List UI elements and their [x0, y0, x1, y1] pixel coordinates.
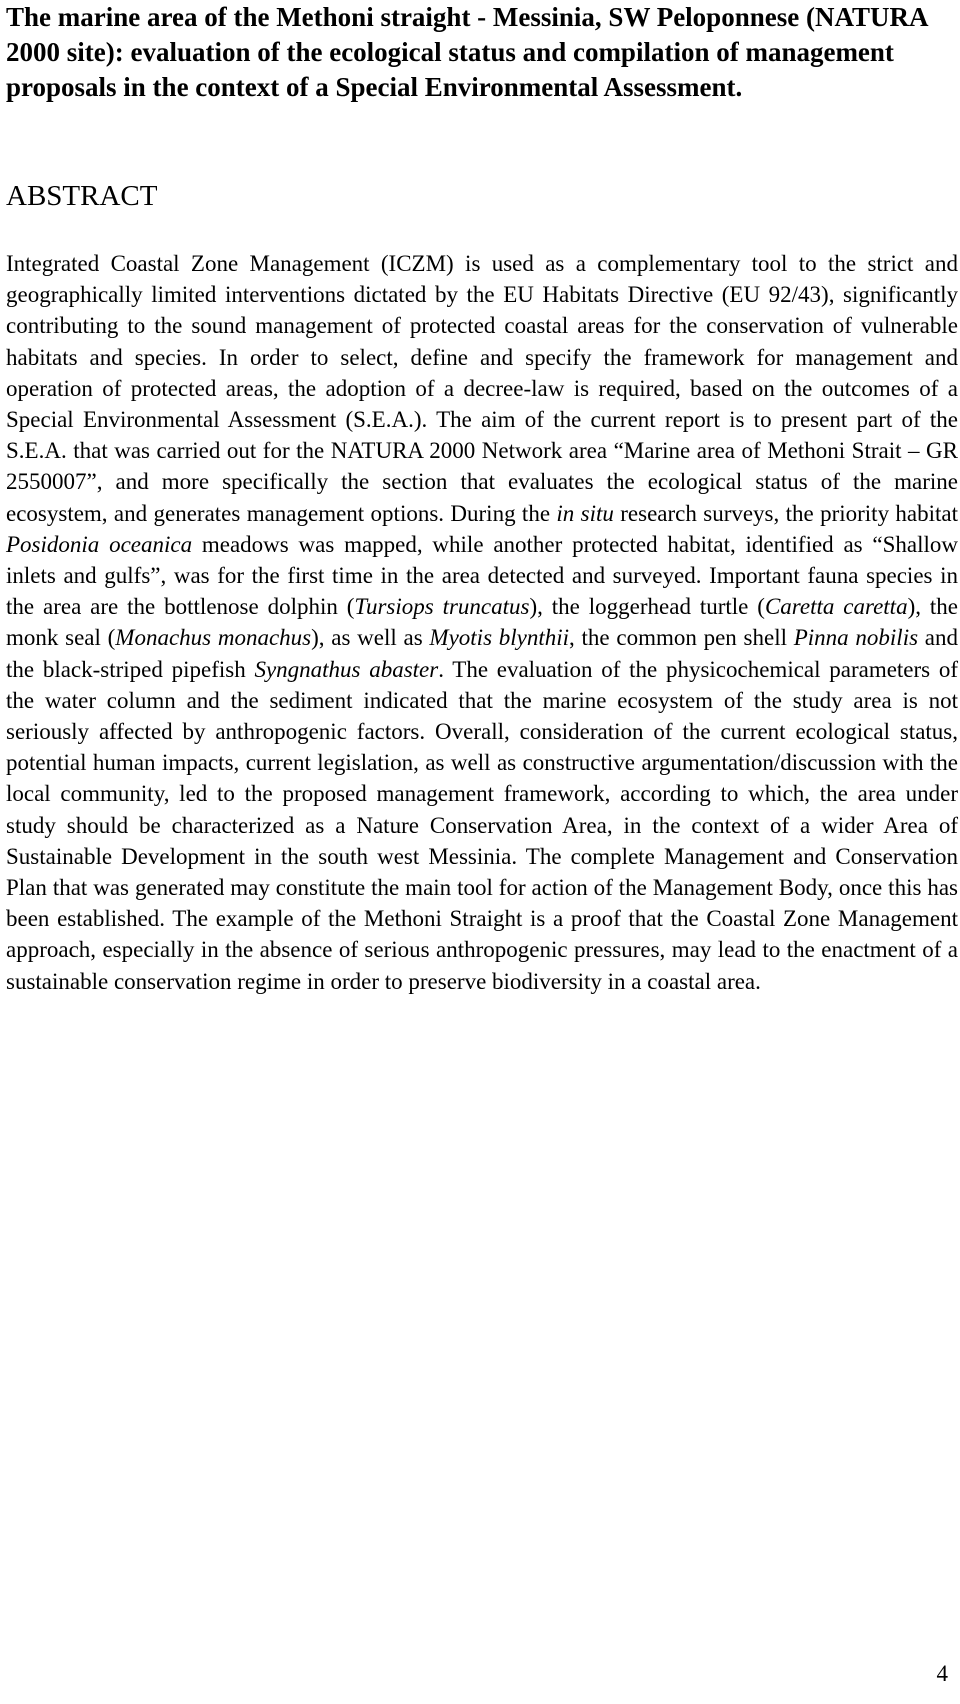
abstract-text: meadows was mapped, while another protected habitat, identified as “Shallow inlets and gulfs”, was for the first time in the area detected and surveyed. Important fauna species in the area are the bottlenose dolphin (: [6, 531, 959, 620]
abstract-text: . The evaluation of the physicochemical parameters of the water column and the sediment indicated that the marine ecosystem of the study area is not seriously affected by anthropogenic factors. Overall, consideration of the current ecological status, potential human impacts, current legislation, as well as constructive argumentation/discussion with the local community, led to the proposed management framework, according to which, the area under study should be characterized as a Nature Conservation Area, in the context of a wider Area of Sustainable Development in the south west Messinia. The complete Management and Conservation Plan that was generated may constitute the main tool for action of the Management Body, once this has been established. The example of the Methoni Straight is a proof that the Coastal Zone Management approach, especially in the absence of serious anthropogenic pressures, may lead to the enactment of a sustainable conservation regime in order to preserve biodiversity in a coastal area.: [6, 656, 959, 994]
species-name: Posidonia oceanica: [6, 531, 193, 557]
species-name: Monachus monachus: [115, 625, 312, 651]
abstract-text: and the black-striped pipefish: [6, 625, 958, 682]
abstract-text: Integrated Coastal Zone Management (ICZM) is used as a complementary tool to the strict and geographically limited interventions dictated by the EU Habitats Directive (EU 92/43), significantly contributing to the sound management of protected coastal areas for the conservation of vulnerable habitats and species. In order to select, define and specify the framework for management and operation of protected areas, the adoption of a decree-law is required, based on the outcomes of a Special Environmental Assessment (S.E.A.). The aim of the current report is to present part of the S.E.A. that was carried out for the NATURA 2000 Network area “Marine area of Methoni Strait – GR 2550007”, and more specifically the section that evaluates the ecological status of the marine ecosystem, and generates management options. During the: [6, 251, 958, 526]
abstract-heading: ABSTRACT: [6, 180, 158, 212]
species-name: Caretta caretta: [764, 594, 908, 620]
abstract-text: ), the loggerhead turtle (: [529, 594, 765, 620]
italic-term: in situ: [556, 500, 614, 526]
species-name: Syngnathus abaster: [254, 656, 439, 682]
page-number: 4: [936, 1661, 948, 1686]
abstract-text: ), the monk seal (: [6, 594, 958, 651]
document-title: The marine area of the Methoni straight - Messinia, SW Peloponnese (NATURA 2000 site): evaluation of the ecological status and compilation of management proposals in the context of a Special Environmental Assessment.: [6, 2, 927, 102]
abstract-text: ), as well as: [311, 625, 430, 651]
species-name: Myotis blynthii: [429, 625, 570, 651]
abstract-text: research surveys, the priority habitat: [613, 500, 959, 526]
species-name: Pinna nobilis: [793, 625, 919, 651]
abstract-text: , the common pen shell: [569, 625, 794, 651]
species-name: Tursiops truncatus: [354, 594, 530, 620]
abstract-body: [6, 248, 958, 997]
